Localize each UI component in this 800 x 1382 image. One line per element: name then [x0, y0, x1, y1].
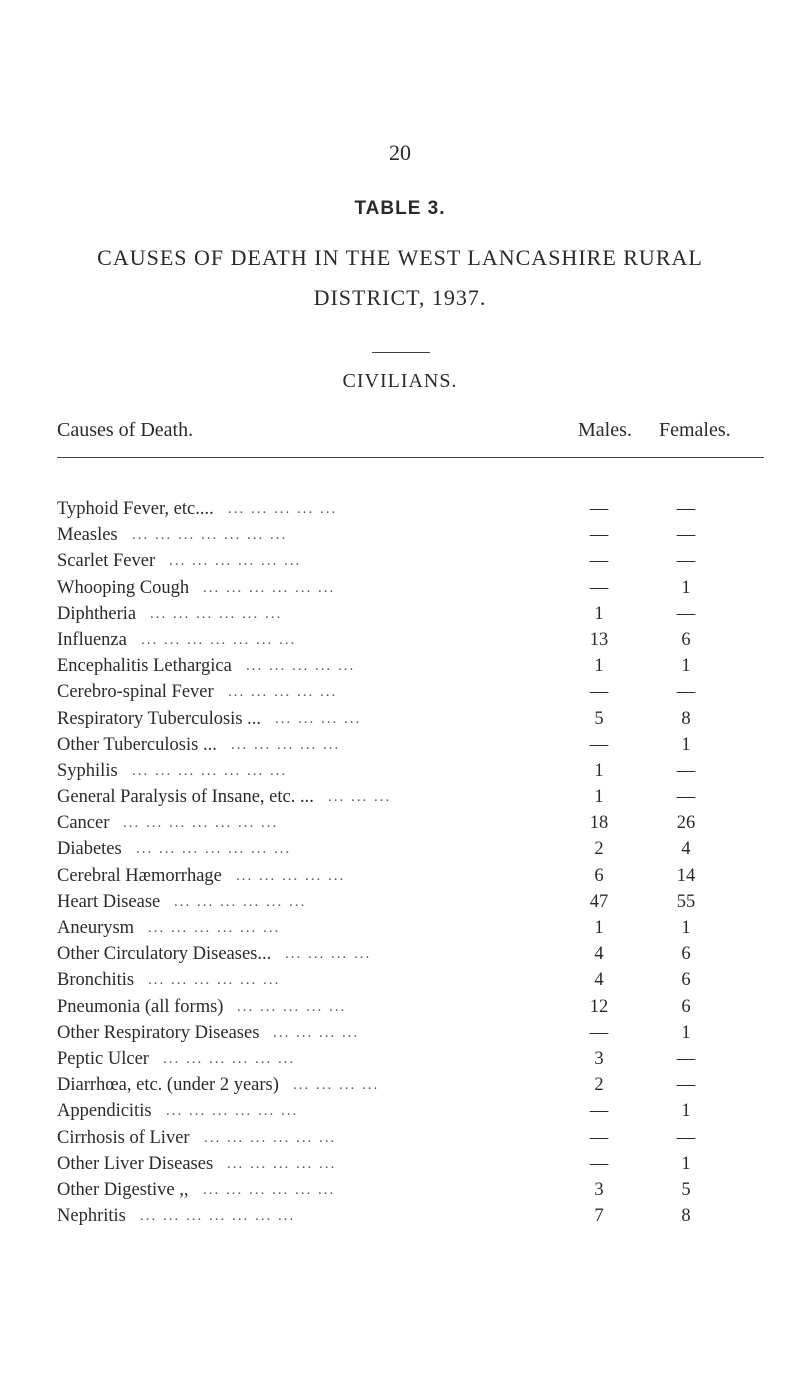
females-count: —: [676, 499, 696, 519]
males-count: 1: [594, 760, 604, 781]
females-count: —: [676, 787, 696, 808]
males-count: 7: [594, 1206, 604, 1227]
table-row: [0, 1046, 800, 1072]
dot-leader: ... ... ... ... ... ...: [204, 1129, 337, 1146]
females-count: —: [676, 760, 696, 781]
cause-name: Scarlet Fever: [57, 551, 156, 572]
table-row: [0, 732, 800, 758]
dot-leader: ... ... ... ...: [293, 1077, 380, 1094]
causes-table: [0, 496, 800, 1229]
cause-name: Other Respiratory Diseases: [57, 1022, 260, 1043]
table-row: [0, 522, 800, 548]
section-title: CIVILIANS.: [342, 370, 458, 392]
cause-name: Pneumonia (all forms): [57, 996, 224, 1017]
dot-leader: ... ... ... ... ... ...: [148, 920, 281, 936]
dot-leader: ... ... ... ...: [275, 710, 362, 727]
females-count: 26: [676, 813, 696, 834]
table-row: [0, 496, 800, 522]
dot-leader: ... ... ... ... ...: [246, 658, 356, 675]
table-row: [0, 1020, 800, 1046]
dot-leader: ... ... ... ... ...: [236, 867, 346, 884]
heading-line-2: DISTRICT, 1937.: [313, 285, 487, 310]
males-count: —: [589, 1153, 609, 1174]
males-count: 3: [594, 1179, 604, 1200]
dot-leader: ... ... ... ... ... ...: [148, 972, 281, 989]
cause-name: Cancer: [57, 813, 110, 834]
cause-name: Encephalitis Lethargica: [57, 656, 232, 677]
females-count: 1: [681, 918, 691, 938]
females-count: 6: [681, 970, 691, 991]
females-count: 1: [681, 656, 691, 677]
males-count: 18: [589, 813, 609, 834]
dot-leader: ... ... ... ... ... ...: [166, 1103, 299, 1120]
table-row: [0, 758, 800, 784]
dot-leader: ... ... ...: [328, 789, 392, 806]
dot-leader: ... ... ... ... ...: [227, 1155, 337, 1172]
table-row: [0, 706, 800, 732]
dot-leader: ... ... ... ... ... ...: [203, 579, 336, 596]
cause-name: Whooping Cough: [57, 577, 190, 598]
males-count: —: [589, 682, 609, 703]
females-count: —: [676, 1048, 696, 1069]
cause-name: Other Digestive ,,: [57, 1179, 189, 1200]
males-count: —: [589, 1101, 609, 1122]
females-count: 55: [676, 891, 696, 912]
females-count: —: [676, 603, 696, 624]
table-row: [0, 679, 800, 705]
dot-leader: ... ... ... ... ... ...: [174, 893, 307, 910]
table-row: [0, 1151, 800, 1177]
table-row: [0, 653, 800, 679]
cause-name: Diphtheria: [57, 603, 137, 624]
cause-name: Cerebro-spinal Fever: [57, 682, 214, 703]
males-count: —: [589, 1127, 609, 1148]
males-count: 12: [589, 996, 609, 1017]
dot-leader: ... ... ... ... ...: [231, 736, 341, 753]
males-count: 1: [594, 656, 604, 677]
cause-name: Respiratory Tuberculosis ...: [57, 708, 262, 729]
males-count: 2: [594, 1075, 604, 1096]
males-count: 4: [594, 970, 604, 991]
dot-leader: ... ... ... ... ... ...: [150, 605, 283, 622]
heading-line-1: CAUSES OF DEATH IN THE WEST LANCASHIRE RURAL: [97, 245, 703, 270]
table-row: [0, 915, 800, 941]
females-count: —: [676, 525, 696, 546]
dot-leader: ... ... ... ... ... ...: [169, 553, 302, 570]
cause-name: Other Circulatory Diseases...: [57, 944, 272, 965]
dot-leader: ... ... ... ... ... ... ...: [141, 631, 297, 648]
males-count: —: [589, 577, 609, 598]
females-count: 1: [681, 734, 691, 755]
males-count: —: [589, 525, 609, 546]
cause-name: Cerebral Hæmorrhage: [57, 865, 222, 886]
cause-name: Measles: [57, 525, 118, 546]
females-count: 1: [681, 577, 691, 598]
cause-name: Cirrhosis of Liver: [57, 1127, 190, 1148]
table-row: [0, 601, 800, 627]
cause-name: Typhoid Fever, etc....: [57, 499, 214, 519]
females-count: 4: [681, 839, 691, 860]
cause-name: Appendicitis: [57, 1101, 152, 1122]
cause-name: Nephritis: [57, 1206, 126, 1227]
cause-name: Other Tuberculosis ...: [57, 734, 217, 755]
females-count: —: [676, 1127, 696, 1148]
dot-leader: ... ... ... ... ...: [237, 998, 347, 1015]
females-count: 6: [681, 944, 691, 965]
females-count: —: [676, 1075, 696, 1096]
males-count: 1: [594, 918, 604, 938]
cause-name: General Paralysis of Insane, etc. ...: [57, 787, 314, 808]
males-count: —: [589, 551, 609, 572]
table-row: [0, 1177, 800, 1203]
header-divider: [57, 457, 764, 458]
females-count: —: [676, 682, 696, 703]
table-row: [0, 810, 800, 836]
table-row: [0, 836, 800, 862]
cause-name: Bronchitis: [57, 970, 135, 991]
cause-name: Syphilis: [57, 760, 118, 781]
cause-name: Influenza: [57, 629, 127, 650]
column-header-females: Females.: [659, 419, 731, 441]
dot-leader: ... ... ... ...: [273, 1024, 360, 1041]
females-count: 6: [681, 996, 691, 1017]
table-row: [0, 994, 800, 1020]
table-row: [0, 941, 800, 967]
males-count: 13: [589, 629, 609, 650]
females-count: 6: [681, 629, 691, 650]
males-count: 1: [594, 603, 604, 624]
males-count: 2: [594, 839, 604, 860]
table-row: [0, 863, 800, 889]
page-number: 20: [389, 140, 411, 165]
column-header-causes: Causes of Death.: [57, 419, 194, 441]
dot-leader: ... ... ... ... ... ... ...: [132, 527, 288, 544]
table-row: [0, 1203, 800, 1229]
table-row: [0, 1098, 800, 1124]
cause-name: Peptic Ulcer: [57, 1048, 149, 1069]
dot-leader: ... ... ... ... ... ...: [163, 1050, 296, 1067]
dot-leader: ... ... ... ... ...: [228, 501, 338, 517]
females-count: 1: [681, 1153, 691, 1174]
dot-leader: ... ... ... ... ...: [228, 684, 338, 701]
table-row: [0, 967, 800, 993]
males-count: —: [589, 734, 609, 755]
table-row: [0, 1125, 800, 1151]
dot-leader: ... ... ... ... ... ... ...: [140, 1208, 296, 1225]
males-count: —: [589, 499, 609, 519]
cause-name: Other Liver Diseases: [57, 1153, 214, 1174]
females-count: 5: [681, 1179, 691, 1200]
table-row: [0, 784, 800, 810]
males-count: 6: [594, 865, 604, 886]
males-count: 3: [594, 1048, 604, 1069]
dot-leader: ... ... ... ... ... ... ...: [132, 762, 288, 779]
females-count: 14: [676, 865, 696, 886]
short-divider: [372, 352, 430, 353]
dot-leader: ... ... ... ... ... ... ...: [123, 815, 279, 832]
column-header-males: Males.: [578, 419, 632, 441]
dot-leader: ... ... ... ... ... ... ...: [136, 841, 292, 858]
dot-leader: ... ... ... ... ... ...: [203, 1181, 336, 1198]
table-row: [0, 627, 800, 653]
males-count: 1: [594, 787, 604, 808]
males-count: 4: [594, 944, 604, 965]
table-row: [0, 575, 800, 601]
females-count: 1: [681, 1101, 691, 1122]
females-count: —: [676, 551, 696, 572]
cause-name: Aneurysm: [57, 918, 135, 938]
table-row: [0, 889, 800, 915]
females-count: 8: [681, 708, 691, 729]
females-count: 8: [681, 1206, 691, 1227]
males-count: 5: [594, 708, 604, 729]
table-heading: [30, 238, 770, 318]
table-row: [0, 1072, 800, 1098]
table-title: TABLE 3.: [354, 198, 446, 219]
cause-name: Heart Disease: [57, 891, 161, 912]
dot-leader: ... ... ... ...: [285, 946, 372, 963]
cause-name: Diarrhœa, etc. (under 2 years): [57, 1075, 279, 1096]
females-count: 1: [681, 1022, 691, 1043]
table-row: [0, 548, 800, 574]
males-count: 47: [589, 891, 609, 912]
cause-name: Diabetes: [57, 839, 122, 860]
males-count: —: [589, 1022, 609, 1043]
